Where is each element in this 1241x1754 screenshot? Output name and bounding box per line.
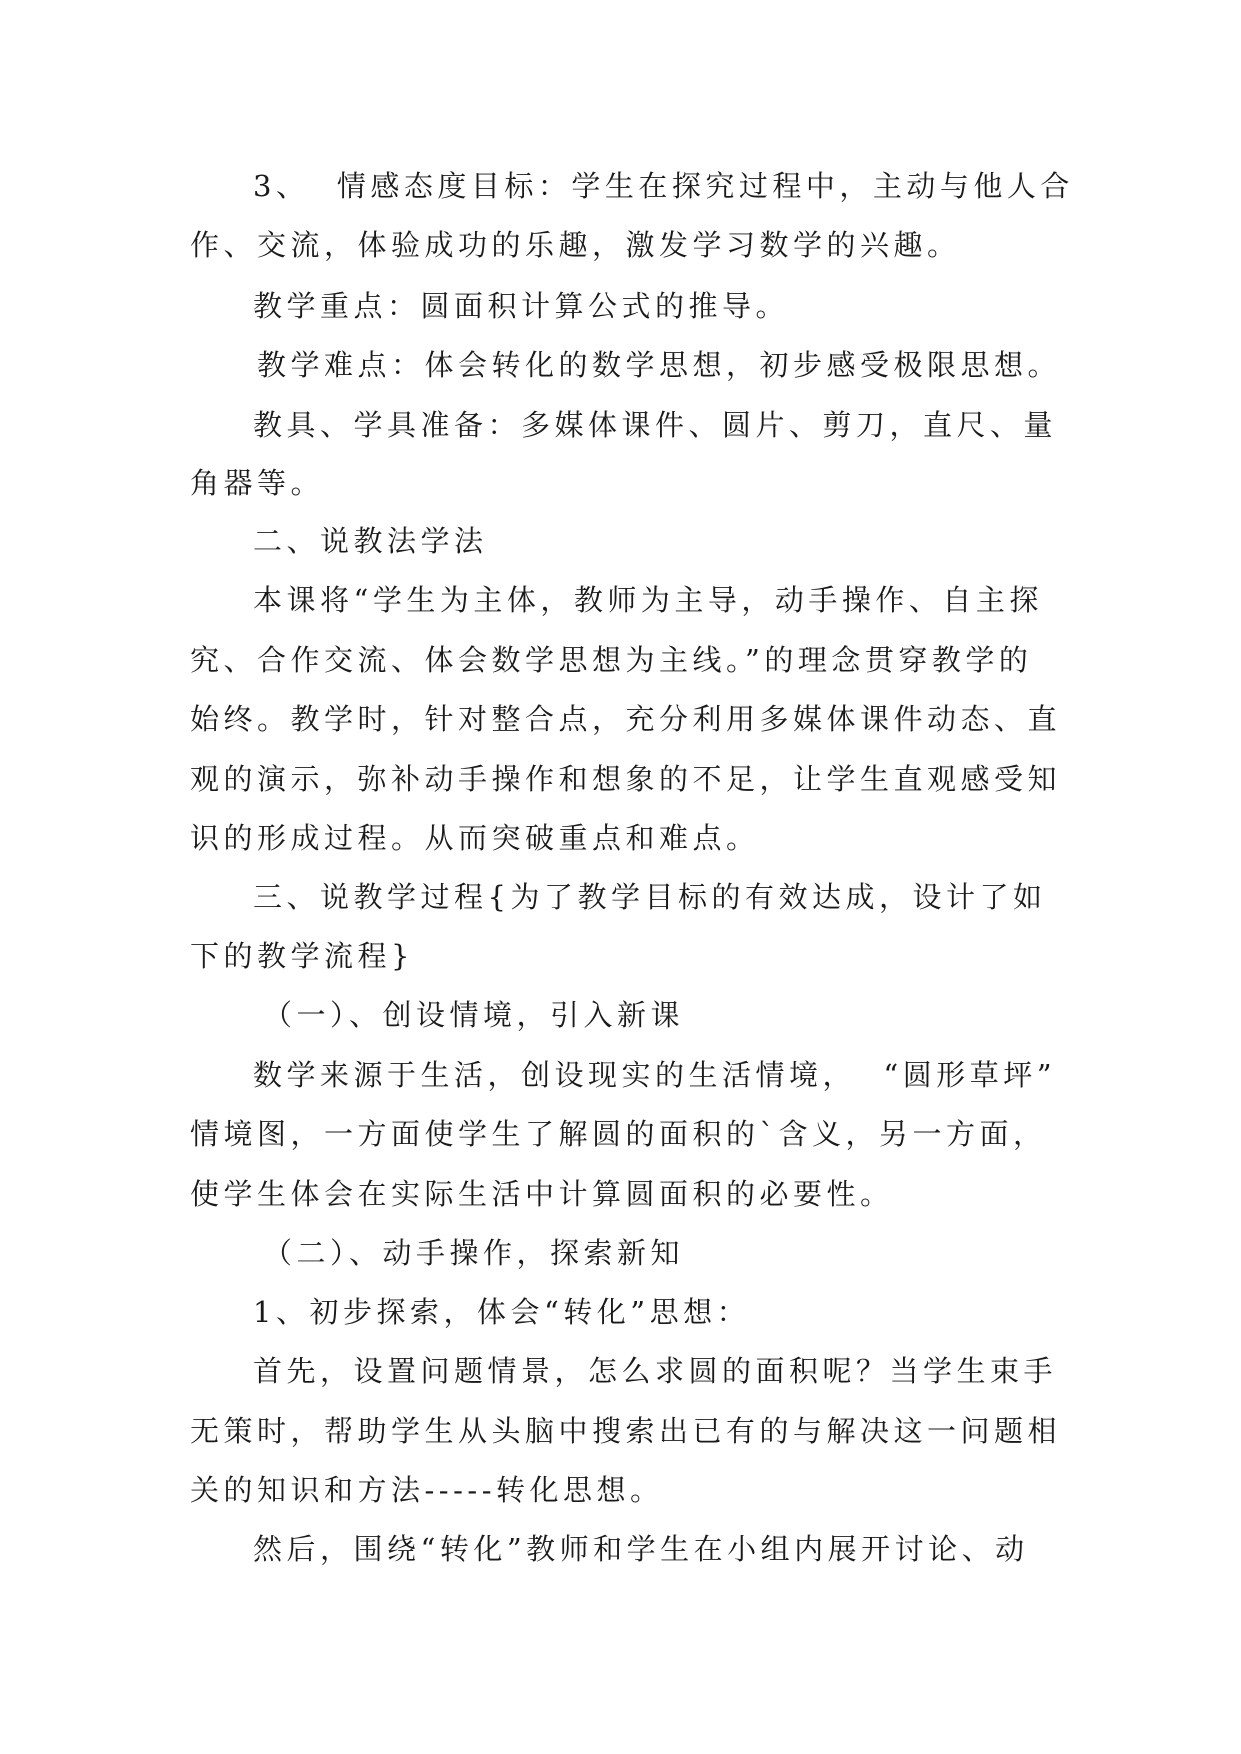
- section-heading: 三、说教学过程{为了教学目标的有效达成，设计了如: [253, 880, 1047, 914]
- text-line: 教学难点：体会转化的数学思想，初步感受极限思想。: [257, 348, 1062, 382]
- text-line: 首先，设置问题情景，怎么求圆的面积呢？当学生束手: [253, 1354, 1058, 1388]
- section-heading: 二、说教法学法: [253, 524, 488, 558]
- text-line: 识的形成过程。从而突破重点和难点。: [190, 821, 760, 855]
- text-line: 数学来源于生活，创设现实的生活情境， “圆形草坪”: [253, 1058, 1057, 1092]
- text-line: 然后，围绕“转化”教师和学生在小组内展开讨论、动: [253, 1532, 1029, 1566]
- text-line: 下的教学流程}: [190, 939, 414, 973]
- text-line: 角器等。: [190, 466, 325, 500]
- text-line: 作、交流，体验成功的乐趣，激发学习数学的兴趣。: [190, 228, 961, 262]
- text-line: 本课将“学生为主体，教师为主导，动手操作、自主探: [253, 583, 1043, 617]
- subsection-heading: （一）、创设情境，引入新课: [263, 998, 685, 1032]
- text-line: 究、合作交流、体会数学思想为主线。”的理念贯穿教学的: [190, 643, 1033, 677]
- text-line: 1、初步探索，体会“转化”思想：: [253, 1295, 751, 1329]
- text-line: 使学生体会在实际生活中计算圆面积的必要性。: [190, 1177, 894, 1211]
- text-line: 关的知识和方法-----转化思想。: [190, 1473, 664, 1507]
- text-line: 教具、学具准备：多媒体课件、圆片、剪刀，直尺、量: [253, 408, 1058, 442]
- text-line: 始终。教学时，针对整合点，充分利用多媒体课件动态、直: [190, 702, 1062, 736]
- text-line: 观的演示，弥补动手操作和想象的不足，让学生直观感受知: [190, 762, 1062, 796]
- text-line: 无策时，帮助学生从头脑中搜索出已有的与解决这一问题相: [190, 1414, 1062, 1448]
- text-line: 情境图，一方面使学生了解圆的面积的`含义，另一方面，: [190, 1117, 1047, 1151]
- subsection-heading: （二）、动手操作，探索新知: [263, 1236, 685, 1270]
- text-line: 3、 情感态度目标：学生在探究过程中，主动与他人合: [253, 169, 1074, 203]
- text-line: 教学重点：圆面积计算公式的推导。: [253, 289, 790, 323]
